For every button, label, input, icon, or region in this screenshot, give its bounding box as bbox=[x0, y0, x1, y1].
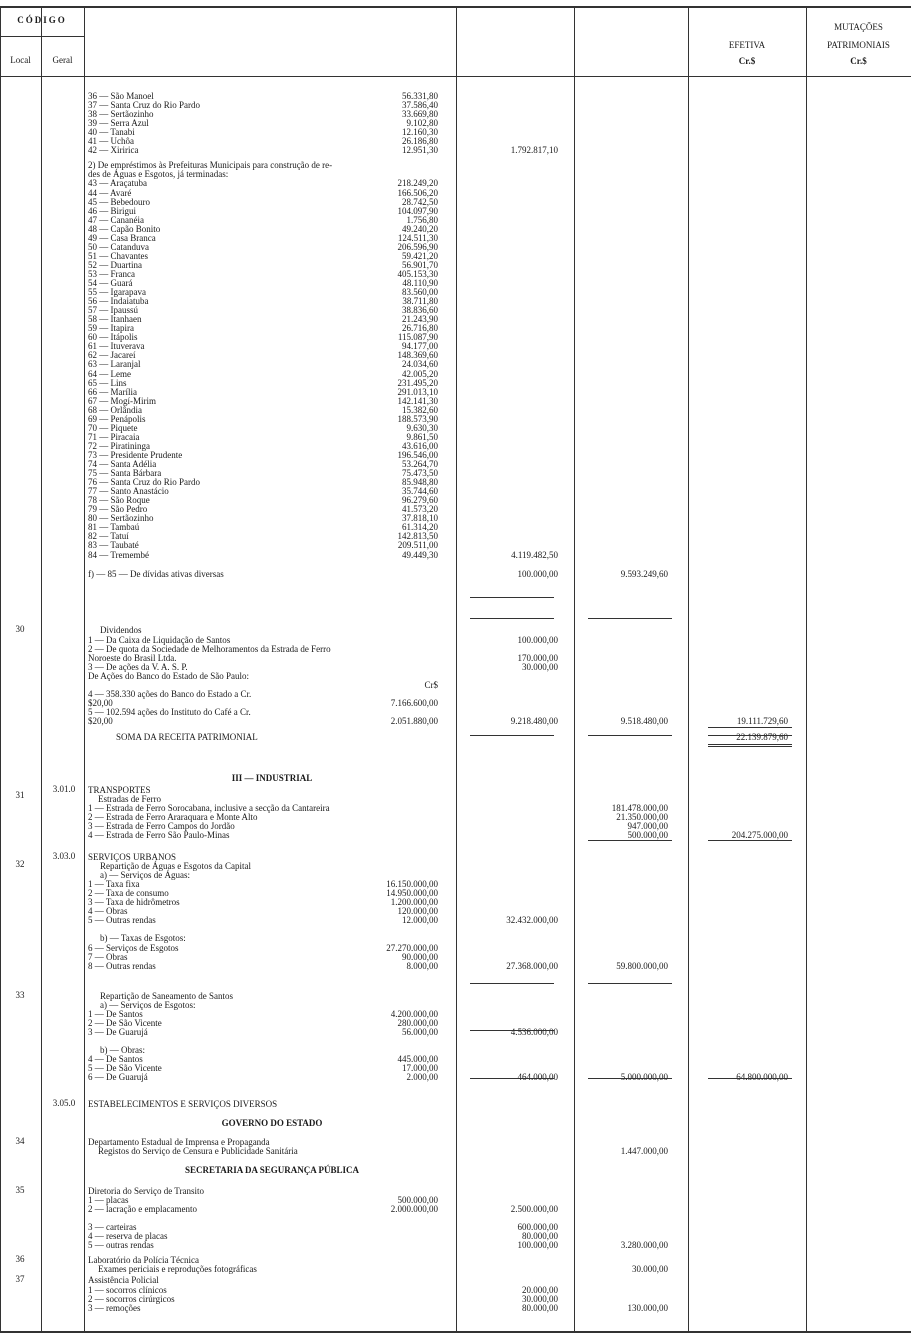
amount-col1: 1.756,80 bbox=[406, 214, 438, 225]
row-label: 5 — De São Vicente bbox=[88, 1063, 162, 1074]
row-label: 59 — Itapira bbox=[88, 323, 134, 334]
row-label: 48 — Capão Bonito bbox=[88, 223, 161, 234]
amount-col1: 56.000,00 bbox=[402, 1027, 438, 1038]
amount-col1: 17.000,00 bbox=[402, 1063, 438, 1074]
row-label: 2 — socorros cirúrgicos bbox=[88, 1294, 175, 1305]
amount-col1: 53.264,70 bbox=[402, 459, 438, 469]
amount-col1: 120.000,00 bbox=[397, 906, 438, 917]
amount-col1: Cr$ bbox=[424, 680, 438, 691]
subtotal-rule bbox=[470, 618, 554, 619]
amount-col3: 3.280.000,00 bbox=[620, 1240, 668, 1251]
row-label: 64 — Leme bbox=[88, 368, 131, 379]
amount-col1: 96.279,60 bbox=[402, 495, 438, 506]
row-label: 45 — Bebedouro bbox=[88, 196, 150, 207]
subtotal-rule bbox=[588, 735, 672, 736]
row-label: 5 — Outras rendas bbox=[88, 915, 156, 926]
row-label: 7 — Obras bbox=[88, 951, 128, 962]
efetiva-header: EFETIVA bbox=[728, 40, 766, 50]
code-local: 34 bbox=[15, 1136, 25, 1146]
code-local: 30 bbox=[15, 624, 25, 634]
row-label: 1 — Estrada de Ferro Sorocabana, inclusive a secção da Cantareira bbox=[88, 803, 330, 814]
ledger-row bbox=[88, 731, 908, 743]
amount-col1: 142.813,50 bbox=[397, 531, 438, 542]
amount-col1: 115.087,90 bbox=[397, 332, 438, 343]
amount-col1: 75.473,50 bbox=[402, 468, 438, 479]
amount-col2: 100.000,00 bbox=[517, 568, 558, 579]
row-label: 49 — Casa Branca bbox=[88, 232, 156, 243]
row-label: 6 — Serviços de Esgotos bbox=[88, 942, 179, 953]
subtotal-rule bbox=[470, 983, 554, 984]
row-label: 8 — Outras rendas bbox=[88, 960, 156, 971]
row-label: 2 — lacração e emplacamento bbox=[88, 1204, 197, 1215]
row-label: 81 — Tambaú bbox=[88, 522, 140, 533]
row-label: 75 — Santa Bárbara bbox=[88, 468, 162, 479]
amount-col1: 188.573,90 bbox=[397, 413, 438, 424]
col-line bbox=[0, 6, 1, 1331]
row-label: 1 — De Santos bbox=[88, 1009, 143, 1020]
code-rule bbox=[0, 36, 84, 37]
row-label: 68 — Orlândia bbox=[88, 404, 142, 415]
efetiva-unit: Cr.$ bbox=[738, 56, 756, 66]
amount-col1: 59.421,20 bbox=[402, 250, 438, 261]
row-label: 67 — Mogí-Mirim bbox=[88, 395, 157, 406]
row-label: f) — 85 — De dívidas ativas diversas bbox=[88, 568, 224, 579]
row-label: 83 — Taubaté bbox=[88, 540, 139, 551]
row-label: 84 — Tremembé bbox=[88, 549, 150, 560]
amount-col1: 445.000,00 bbox=[397, 1054, 438, 1065]
row-label: $20,00 bbox=[88, 716, 113, 727]
row-label: Diretoria do Serviço de Transito bbox=[88, 1186, 204, 1196]
amount-col4: 19.111.729,60 bbox=[736, 716, 788, 727]
code-geral: 3.01.0 bbox=[52, 784, 76, 794]
code-local: 36 bbox=[15, 1254, 25, 1264]
sum-rule bbox=[708, 727, 792, 728]
row-label: 54 — Guará bbox=[88, 278, 133, 288]
local-header: Local bbox=[10, 55, 31, 65]
amount-col2: 170.000,00 bbox=[517, 653, 558, 664]
row-label: Exames periciais e reproduções fotográficas bbox=[98, 1264, 257, 1274]
amount-col1: 12.000,00 bbox=[402, 915, 438, 926]
amount-col1: 21.243,90 bbox=[402, 314, 438, 325]
code-local: 32 bbox=[15, 859, 25, 869]
amount-col1: 26.716,80 bbox=[402, 323, 438, 334]
amount-col4: 22.139.879,60 bbox=[736, 731, 788, 742]
row-label: 37 — Santa Cruz do Rio Pardo bbox=[88, 100, 200, 111]
amount-col2: 1.792.817,10 bbox=[510, 145, 558, 156]
amount-col3: 130.000,00 bbox=[627, 1303, 668, 1314]
section-heading: SECRETARIA DA SEGURANÇA PÚBLICA bbox=[184, 1165, 360, 1175]
amount-col1: 24.034,60 bbox=[402, 359, 438, 370]
code-local: 31 bbox=[15, 790, 25, 800]
ledger-row bbox=[88, 568, 908, 580]
amount-col1: 166.506,20 bbox=[397, 187, 438, 198]
row-label: 72 — Piratininga bbox=[88, 440, 150, 451]
ledger-row bbox=[88, 549, 908, 561]
amount-col1: 104.097,90 bbox=[397, 205, 438, 216]
amount-col1: 49.449,30 bbox=[402, 549, 438, 560]
patrimoniais-header: PATRIMONIAIS bbox=[827, 40, 890, 50]
row-label: $20,00 bbox=[88, 698, 113, 709]
amount-col3: 30.000,00 bbox=[632, 1264, 668, 1274]
amount-col1: 27.270.000,00 bbox=[386, 942, 438, 953]
amount-col3: 5.000.000,00 bbox=[620, 1072, 668, 1083]
row-label: 77 — Santo Anastácio bbox=[88, 486, 169, 497]
row-label: 2 — Estrada de Ferro Araraquara e Monte Alto bbox=[88, 812, 258, 823]
row-label: 1 — Da Caixa de Liquidação de Santos bbox=[88, 635, 231, 645]
subtotal-rule bbox=[588, 983, 672, 984]
amount-col1: 12.951,30 bbox=[402, 145, 438, 156]
amount-col3: 9.518.480,00 bbox=[620, 716, 668, 727]
row-label: 3 — Taxa de hidrômetros bbox=[88, 897, 180, 908]
subtotal-rule bbox=[708, 1078, 792, 1079]
row-label: 36 — São Manoel bbox=[88, 91, 154, 101]
amount-col1: 9.102,80 bbox=[406, 118, 438, 129]
row-label: 80 — Sertãozinho bbox=[88, 513, 154, 524]
amount-col1: 37.586,40 bbox=[402, 100, 438, 111]
code-local: 33 bbox=[15, 990, 25, 1000]
row-label: SOMA DA RECEITA PATRIMONIAL bbox=[116, 731, 258, 742]
codigo-header: CÓDIGO bbox=[17, 15, 67, 25]
row-label: 79 — São Pedro bbox=[88, 504, 148, 515]
amount-col1: 26.186,80 bbox=[402, 136, 438, 147]
subtotal-rule bbox=[470, 1030, 554, 1031]
amount-col1: 37.818,10 bbox=[402, 513, 438, 524]
row-label: 5 — 102.594 ações do Instituto do Café a Cr. bbox=[88, 707, 251, 718]
row-label: 73 — Presidente Prudente bbox=[88, 449, 183, 460]
row-label: des de Águas e Esgotos, já terminadas: bbox=[88, 169, 229, 180]
amount-col1: 33.669,80 bbox=[402, 109, 438, 120]
amount-col1: 48.110,90 bbox=[402, 278, 438, 288]
amount-col1: 14.950.000,00 bbox=[386, 888, 438, 899]
row-label: 1 — Taxa fixa bbox=[88, 879, 140, 890]
amount-col3: 181.478.000,00 bbox=[611, 803, 668, 814]
amount-col1: 12.160,30 bbox=[402, 127, 438, 138]
subtotal-rule bbox=[708, 735, 792, 736]
amount-col2: 30.000,00 bbox=[522, 1294, 558, 1305]
amount-col1: 196.546,00 bbox=[397, 449, 438, 460]
row-label: 2 — De São Vicente bbox=[88, 1018, 162, 1029]
ledger-row bbox=[88, 960, 908, 972]
row-label: 65 — Lins bbox=[88, 377, 127, 388]
row-label: 4 — reserva de placas bbox=[88, 1231, 168, 1242]
amount-col1: 56.331,80 bbox=[402, 91, 438, 101]
geral-header: Geral bbox=[52, 55, 73, 65]
row-label: 40 — Tanabi bbox=[88, 127, 135, 138]
row-label: SERVIÇOS URBANOS bbox=[88, 852, 177, 862]
row-label: 6 — De Guarujá bbox=[88, 1072, 148, 1083]
row-label: a) — Serviços de Esgotos: bbox=[100, 1000, 196, 1011]
row-label: 74 — Santa Adélia bbox=[88, 459, 157, 469]
row-label: 43 — Araçatuba bbox=[88, 178, 147, 189]
mutacoes-unit: Cr.$ bbox=[850, 56, 867, 66]
row-label: Dividendos bbox=[100, 625, 142, 635]
amount-col1: 15.382,60 bbox=[402, 404, 438, 415]
row-label: 4 — 358.330 ações do Banco do Estado a Cr. bbox=[88, 689, 252, 700]
subtotal-rule bbox=[588, 1078, 672, 1079]
row-label: 78 — São Roque bbox=[88, 495, 150, 506]
section-heading: GOVERNO DO ESTADO bbox=[221, 1118, 323, 1128]
subtotal-rule bbox=[470, 597, 554, 598]
amount-col1: 2.051.880,00 bbox=[390, 716, 438, 727]
amount-col1: 9.861,50 bbox=[406, 431, 438, 442]
amount-col1: 94.177,00 bbox=[402, 341, 438, 352]
amount-col1: 231.495,20 bbox=[397, 377, 438, 388]
subtotal-rule bbox=[470, 735, 554, 736]
row-label: 46 — Birigui bbox=[88, 205, 137, 216]
amount-col2: 600.000,00 bbox=[517, 1222, 558, 1233]
amount-col2: 32.432.000,00 bbox=[506, 915, 558, 926]
row-label: a) — Serviços de Águas: bbox=[100, 870, 190, 881]
row-label: 51 — Chavantes bbox=[88, 250, 148, 261]
row-label: 3 — De ações da V. A. S. P. bbox=[88, 662, 188, 673]
row-label: 3 — De Guarujá bbox=[88, 1027, 148, 1038]
row-label: 44 — Avaré bbox=[88, 187, 132, 198]
row-label: 52 — Duartina bbox=[88, 259, 142, 270]
amount-col4: 204.275.000,00 bbox=[731, 830, 788, 841]
amount-col2: 2.500.000,00 bbox=[510, 1204, 558, 1215]
row-label: TRANSPORTES bbox=[88, 785, 151, 795]
ledger-row bbox=[88, 144, 908, 156]
amount-col1: 2.000.000,00 bbox=[390, 1204, 438, 1215]
row-label: 41 — Uchôa bbox=[88, 136, 134, 147]
col-line bbox=[41, 6, 42, 1331]
row-label: Estradas de Ferro bbox=[98, 794, 161, 805]
code-geral: 3.03.0 bbox=[52, 851, 76, 861]
amount-col4: 64.800.000,00 bbox=[736, 1072, 788, 1083]
row-label: 38 — Sertãozinho bbox=[88, 109, 154, 120]
amount-col3: 59.800.000,00 bbox=[616, 960, 668, 971]
code-local: 37 bbox=[15, 1274, 25, 1284]
amount-col1: 2.000,00 bbox=[406, 1072, 438, 1083]
bottom-rule bbox=[0, 1331, 911, 1333]
ledger-row bbox=[88, 1098, 908, 1110]
amount-col1: 9.630,30 bbox=[406, 422, 438, 433]
row-label: 2 — Taxa de consumo bbox=[88, 888, 169, 899]
amount-col1: 206.596,90 bbox=[397, 241, 438, 252]
amount-col1: 218.249,20 bbox=[397, 178, 438, 189]
row-label: 4 — Obras bbox=[88, 906, 128, 917]
row-label: 57 — Ipaussú bbox=[88, 305, 138, 316]
amount-col2: 4.536.000,00 bbox=[510, 1027, 558, 1038]
row-label: 3 — remoções bbox=[88, 1303, 141, 1314]
amount-col1: 49.240,20 bbox=[402, 223, 438, 234]
row-label: ESTABELECIMENTOS E SERVIÇOS DIVERSOS bbox=[88, 1099, 278, 1109]
row-label: 1 — placas bbox=[88, 1195, 129, 1206]
amount-col3: 947.000,00 bbox=[627, 821, 668, 832]
ledger-row bbox=[88, 1239, 908, 1251]
ledger-row bbox=[88, 1145, 908, 1157]
amount-col3: 9.593.249,60 bbox=[620, 568, 668, 579]
code-geral: 3.05.0 bbox=[52, 1098, 76, 1108]
row-label: 53 — Franca bbox=[88, 268, 135, 279]
amount-col3: 500.000,00 bbox=[627, 830, 668, 841]
amount-col2: 100.000,00 bbox=[517, 635, 558, 645]
row-label: 82 — Tatuí bbox=[88, 531, 129, 542]
amount-col2: 4.119.482,50 bbox=[511, 549, 558, 560]
row-label: De Ações do Banco do Estado de São Paulo: bbox=[88, 671, 249, 682]
col-line bbox=[84, 6, 85, 1331]
amount-col2: 27.368.000,00 bbox=[506, 960, 558, 971]
row-label: 1 — socorros clínicos bbox=[88, 1285, 167, 1295]
row-label: 70 — Piquete bbox=[88, 422, 138, 433]
row-label: 62 — Jacareí bbox=[88, 350, 136, 361]
row-label: 58 — Itanhaen bbox=[88, 314, 142, 325]
amount-col2: 9.218.480,00 bbox=[510, 716, 558, 727]
amount-col3: 1.447.000,00 bbox=[620, 1146, 668, 1156]
row-label: 63 — Laranjal bbox=[88, 359, 141, 370]
row-label: 3 — carteiras bbox=[88, 1222, 137, 1233]
row-label: 69 — Penápolis bbox=[88, 413, 146, 424]
row-label: b) — Obras: bbox=[100, 1045, 145, 1056]
row-label: 2 — De quota da Sociedade de Melhoramentos da Estrada de Ferro bbox=[88, 644, 331, 655]
row-label: 60 — Itápolis bbox=[88, 332, 138, 343]
amount-col1: 43.616,00 bbox=[402, 440, 438, 451]
mutacoes-header: MUTAÇÕES bbox=[834, 22, 883, 32]
row-label: Registos do Serviço de Censura e Publicidade Sanitária bbox=[98, 1146, 298, 1156]
row-label: b) — Taxas de Esgotos: bbox=[100, 933, 186, 944]
subtotal-rule bbox=[588, 840, 672, 841]
subtotal-rule bbox=[708, 840, 792, 841]
amount-col1: 56.901,70 bbox=[402, 259, 438, 270]
amount-col1: 4.200.000,00 bbox=[390, 1009, 438, 1020]
amount-col1: 83.560,00 bbox=[402, 287, 438, 298]
amount-col2: 100.000,00 bbox=[517, 1240, 558, 1251]
amount-col1: 280.000,00 bbox=[397, 1018, 438, 1029]
amount-col1: 405.153,30 bbox=[397, 268, 438, 279]
row-label: 4 — De Santos bbox=[88, 1054, 143, 1065]
double-rule bbox=[708, 744, 792, 747]
amount-col2: 464.000,00 bbox=[517, 1072, 558, 1083]
amount-col1: 124.511,30 bbox=[397, 232, 438, 243]
section-heading: III — INDUSTRIAL bbox=[231, 773, 313, 783]
amount-col1: 8.000,00 bbox=[406, 960, 438, 971]
row-label: 61 — Ituverava bbox=[88, 341, 145, 352]
row-label: Noroeste do Brasil Ltda. bbox=[88, 653, 177, 664]
amount-col1: 42.005,20 bbox=[402, 368, 438, 379]
amount-col1: 1.200.000,00 bbox=[390, 897, 438, 908]
row-label: 39 — Serra Azul bbox=[88, 118, 149, 129]
amount-col1: 35.744,60 bbox=[402, 486, 438, 497]
row-label: 47 — Cananéia bbox=[88, 214, 144, 225]
row-label: 71 — Piracaia bbox=[88, 431, 140, 442]
row-label: Assistência Policial bbox=[88, 1275, 159, 1285]
amount-col1: 500.000,00 bbox=[397, 1195, 438, 1206]
row-label: 76 — Santa Cruz do Rio Pardo bbox=[88, 477, 200, 488]
subtotal-rule bbox=[470, 1078, 554, 1079]
amount-col1: 38.711,80 bbox=[402, 296, 438, 307]
amount-col1: 28.742,50 bbox=[402, 196, 438, 207]
amount-col1: 61.314,20 bbox=[402, 522, 438, 533]
row-label: 50 — Catanduva bbox=[88, 241, 149, 252]
amount-col1: 148.369,60 bbox=[397, 350, 438, 361]
row-label: 4 — Estrada de Ferro São Paulo-Minas bbox=[88, 830, 230, 841]
row-label: 56 — Indaiatuba bbox=[88, 296, 149, 307]
row-label: 66 — Marília bbox=[88, 386, 137, 397]
amount-col2: 80.000,00 bbox=[522, 1231, 558, 1242]
amount-col1: 38.836,60 bbox=[402, 305, 438, 316]
amount-col1: 209.511,00 bbox=[397, 540, 438, 551]
row-label: Laboratório da Polícia Técnica bbox=[88, 1255, 200, 1265]
row-label: Repartição de Saneamento de Santos bbox=[100, 991, 233, 1001]
row-label: 2) De empréstimos às Prefeituras Municipais para construção de re- bbox=[88, 160, 333, 171]
subtotal-rule bbox=[588, 618, 672, 619]
amount-col2: 80.000,00 bbox=[522, 1303, 558, 1314]
amount-col1: 85.948,80 bbox=[402, 477, 438, 488]
amount-col2: 20.000,00 bbox=[522, 1285, 558, 1295]
amount-col2: 30.000,00 bbox=[522, 662, 558, 673]
amount-col1: 7.166.600,00 bbox=[390, 698, 438, 709]
amount-col1: 291.013,10 bbox=[397, 386, 438, 397]
amount-col1: 142.141,30 bbox=[397, 395, 438, 406]
amount-col1: 16.150.000,00 bbox=[386, 879, 438, 890]
row-label: 3 — Estrada de Ferro Campos do Jordão bbox=[88, 821, 235, 832]
amount-col3: 21.350.000,00 bbox=[616, 812, 668, 823]
code-local: 35 bbox=[15, 1185, 25, 1195]
row-label: 42 — Xiririca bbox=[88, 145, 139, 156]
ledger-row bbox=[88, 1302, 908, 1314]
amount-col1: 41.573,20 bbox=[402, 504, 438, 515]
row-label: Repartição de Águas e Esgotos da Capital bbox=[100, 861, 251, 872]
row-label: 5 — outras rendas bbox=[88, 1240, 154, 1251]
row-label: Departamento Estadual de Imprensa e Propaganda bbox=[88, 1137, 270, 1147]
row-label: 55 — Igarapava bbox=[88, 287, 146, 298]
amount-col1: 90.000,00 bbox=[402, 951, 438, 962]
